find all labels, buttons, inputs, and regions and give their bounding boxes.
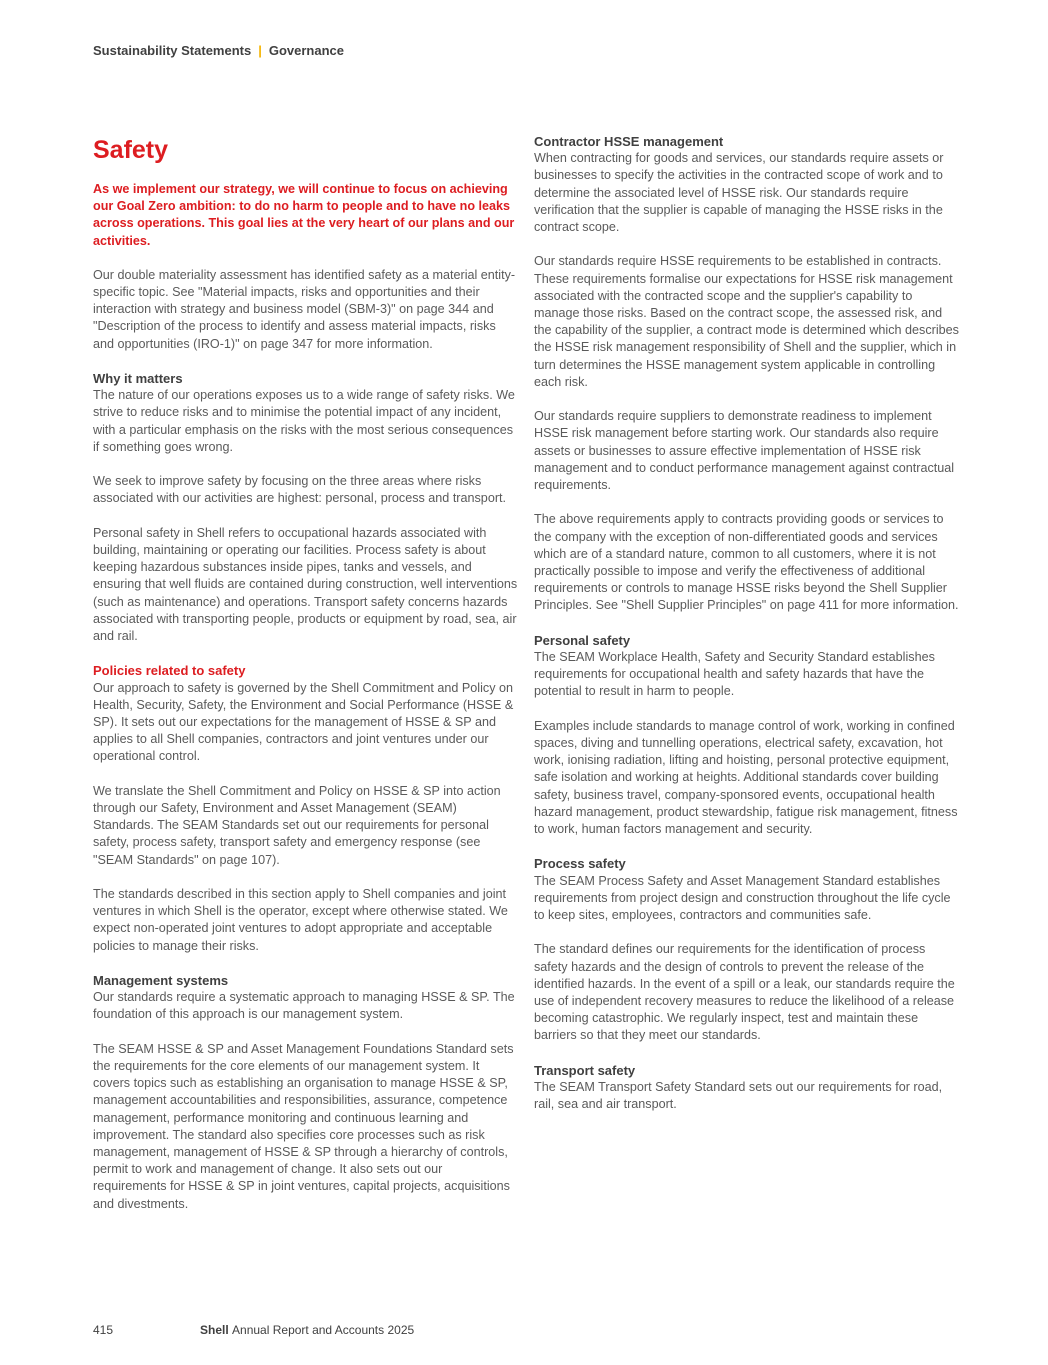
running-header bbox=[93, 43, 344, 58]
header-subsection: Governance bbox=[268, 43, 345, 58]
why-it-matters-heading: Why it matters bbox=[93, 371, 183, 387]
footer-brand: Shell bbox=[200, 1323, 229, 1337]
contractor-paragraph-1: When contracting for goods and services, our standards require assets or businesses to specify the activities in the contracted scope of work and to determine the associated level of HSSE risk. Our standards require verification that the supplier is capable of managing the HSSE risks in the contract scope. bbox=[534, 151, 944, 235]
page-title: Safety bbox=[93, 136, 169, 164]
right-column bbox=[534, 133, 959, 1131]
management-paragraph-1: Our standards require a systematic approach to managing HSSE & SP. The foundation of this approach is our management system. bbox=[93, 990, 515, 1022]
personal-safety-heading: Personal safety bbox=[534, 632, 631, 648]
transport-safety-heading: Transport safety bbox=[534, 1062, 636, 1078]
contractor-paragraph-4: The above requirements apply to contracts providing goods or services to the company with the exception of non-differentiated goods and services which are of a standard nature, common to all customers, where it is not practically possible to impose and verify the effectiveness of additional requirements or controls to manage HSSE risks beyond the Shell Supplier Principles. See "Shell Supplier Principles" on page 411 for more information. bbox=[534, 512, 959, 613]
management-paragraph-2: The SEAM HSSE & SP and Asset Management Foundations Standard sets the requirements for the core elements of our management system. It covers topics such as establishing an organisation to manage HSSE & SP, management accountabilities and responsibilities, assurance, competence management, performance monitoring and continuous learning and improvement. The standard also specifies core processes such as risk management, management of HSSE & SP through a hierarchy of controls, permit to work and management of change. It also sets out our requirements for HSSE & SP in joint ventures, capital projects, acquisitions and divestments. bbox=[93, 1041, 514, 1211]
process-safety-heading: Process safety bbox=[534, 856, 626, 872]
transport-paragraph-1: The SEAM Transport Safety Standard sets out our requirements for road, rail, sea and air transport. bbox=[534, 1080, 943, 1112]
contractor-heading: Contractor HSSE management bbox=[534, 134, 724, 149]
personal-paragraph-1: The SEAM Workplace Health, Safety and Security Standard establishes requirements for occupational health and safety hazards that have the potential to result in harm to people. bbox=[534, 650, 935, 699]
policies-paragraph-3: The standards described in this section apply to Shell companies and joint ventures in which Shell is the operator, except where otherwise stated. We expect non-operated joint ventures to adopt appropriate and acceptable policies to manage their risks. bbox=[93, 887, 508, 953]
footer-publication: Annual Report and Accounts 2025 bbox=[232, 1323, 415, 1337]
left-column bbox=[93, 133, 518, 1230]
contractor-paragraph-2: Our standards require HSSE requirements to be established in contracts. These requirements formalise our expectations for HSSE risk management associated with the contracted scope and the supplier's capability to manage those risks. Based on the contract scope, the assessed risk, and the capability of the supplier, a contract mode is determined which describes the HSSE risk management responsibility of Shell and the supplier, which in turn determines the HSSE management system applicable in controlling each risk. bbox=[534, 254, 959, 389]
contractor-paragraph-3: Our standards require suppliers to demonstrate readiness to implement HSSE risk management before starting work. Our standards also require assets or businesses to assure effective implementation of HSSE risk management and to conduct performance management against contractual requirements. bbox=[534, 409, 955, 493]
materiality-paragraph: Our double materiality assessment has identified safety as a material entity-specific topic. See "Material impacts, risks and opportunities and their interaction with strategy and business model (SBM-3)" on page 344 and "Description of the process to identify and assess material impacts, risks and opportunities (IRO-1)" on page 347 for more information. bbox=[93, 267, 516, 351]
process-paragraph-2: The standard defines our requirements for the identification of process safety hazards and the design of controls to prevent the release of the identified hazards. In the event of a spill or a leak, our standards require the use of independent recovery measures to reduce the likelihood of a release becoming catastrophic. We regularly inspect, test and maintain these barriers so that they meet our standards. bbox=[534, 942, 955, 1043]
policies-paragraph-2: We translate the Shell Commitment and Policy on HSSE & SP into action through our Safety, Environment and Asset Management (SEAM) Standards. The SEAM Standards set out our requirements for personal safety, process safety, transport safety and emergency response (see "SEAM Standards" on page 107). bbox=[93, 783, 501, 867]
process-paragraph-1: The SEAM Process Safety and Asset Management Standard establishes requirements from project design and construction throughout the life cycle to keep sites, employees, contractors and communities safe. bbox=[534, 873, 951, 923]
intro-statement: As we implement our strategy, we will continue to focus on achieving our Goal Zero ambition: to do no harm to people and to have no leaks across operations. This goal lies at the very heart of our plans and our activities. bbox=[93, 182, 515, 248]
policies-heading: Policies related to safety bbox=[93, 663, 246, 679]
page-footer bbox=[93, 1323, 414, 1337]
why-paragraph-3: Personal safety in Shell refers to occupational hazards associated with building, maintaining or operating our facilities. Process safety is about keeping hazardous substances inside pipes, tanks and vessels, and ensuring that well fluids are contained during construction, well interventions (such as maintenance) and operations. Transport safety concerns hazards associated with transporting people, products or equipment by road, sea, air and rail. bbox=[93, 525, 518, 644]
management-systems-heading: Management systems bbox=[93, 973, 229, 989]
header-section: Sustainability Statements bbox=[93, 43, 252, 58]
why-paragraph-1: The nature of our operations exposes us to a wide range of safety risks. We strive to reduce risks and to minimise the potential impact of any incident, with a particular emphasis on the risks with the most serious consequences if something goes wrong. bbox=[93, 388, 515, 454]
header-separator: | bbox=[258, 43, 262, 58]
policies-paragraph-1: Our approach to safety is governed by the Shell Commitment and Policy on Health, Security, Safety, the Environment and Social Performance (HSSE & SP). It sets out our expectations for the management of HSSE & SP and applies to all Shell companies, contractors and joint ventures under our operational control. bbox=[93, 680, 514, 764]
why-paragraph-2: We seek to improve safety by focusing on the three areas where risks associated with our activities are highest: personal, process and transport. bbox=[93, 474, 507, 506]
personal-paragraph-2: Examples include standards to manage control of work, working in confined spaces, diving and tunnelling operations, electrical safety, excavation, hot work, ionising radiation, lifting and hoisting, personal protective equipment, safe isolation and working at heights. Additional standards cover building safety, business travel, company-sponsored events, occupational health hazard management, product stewardship, fatigue risk management, fitness to work, human factors management and security. bbox=[534, 718, 958, 837]
page-number: 415 bbox=[93, 1323, 114, 1337]
